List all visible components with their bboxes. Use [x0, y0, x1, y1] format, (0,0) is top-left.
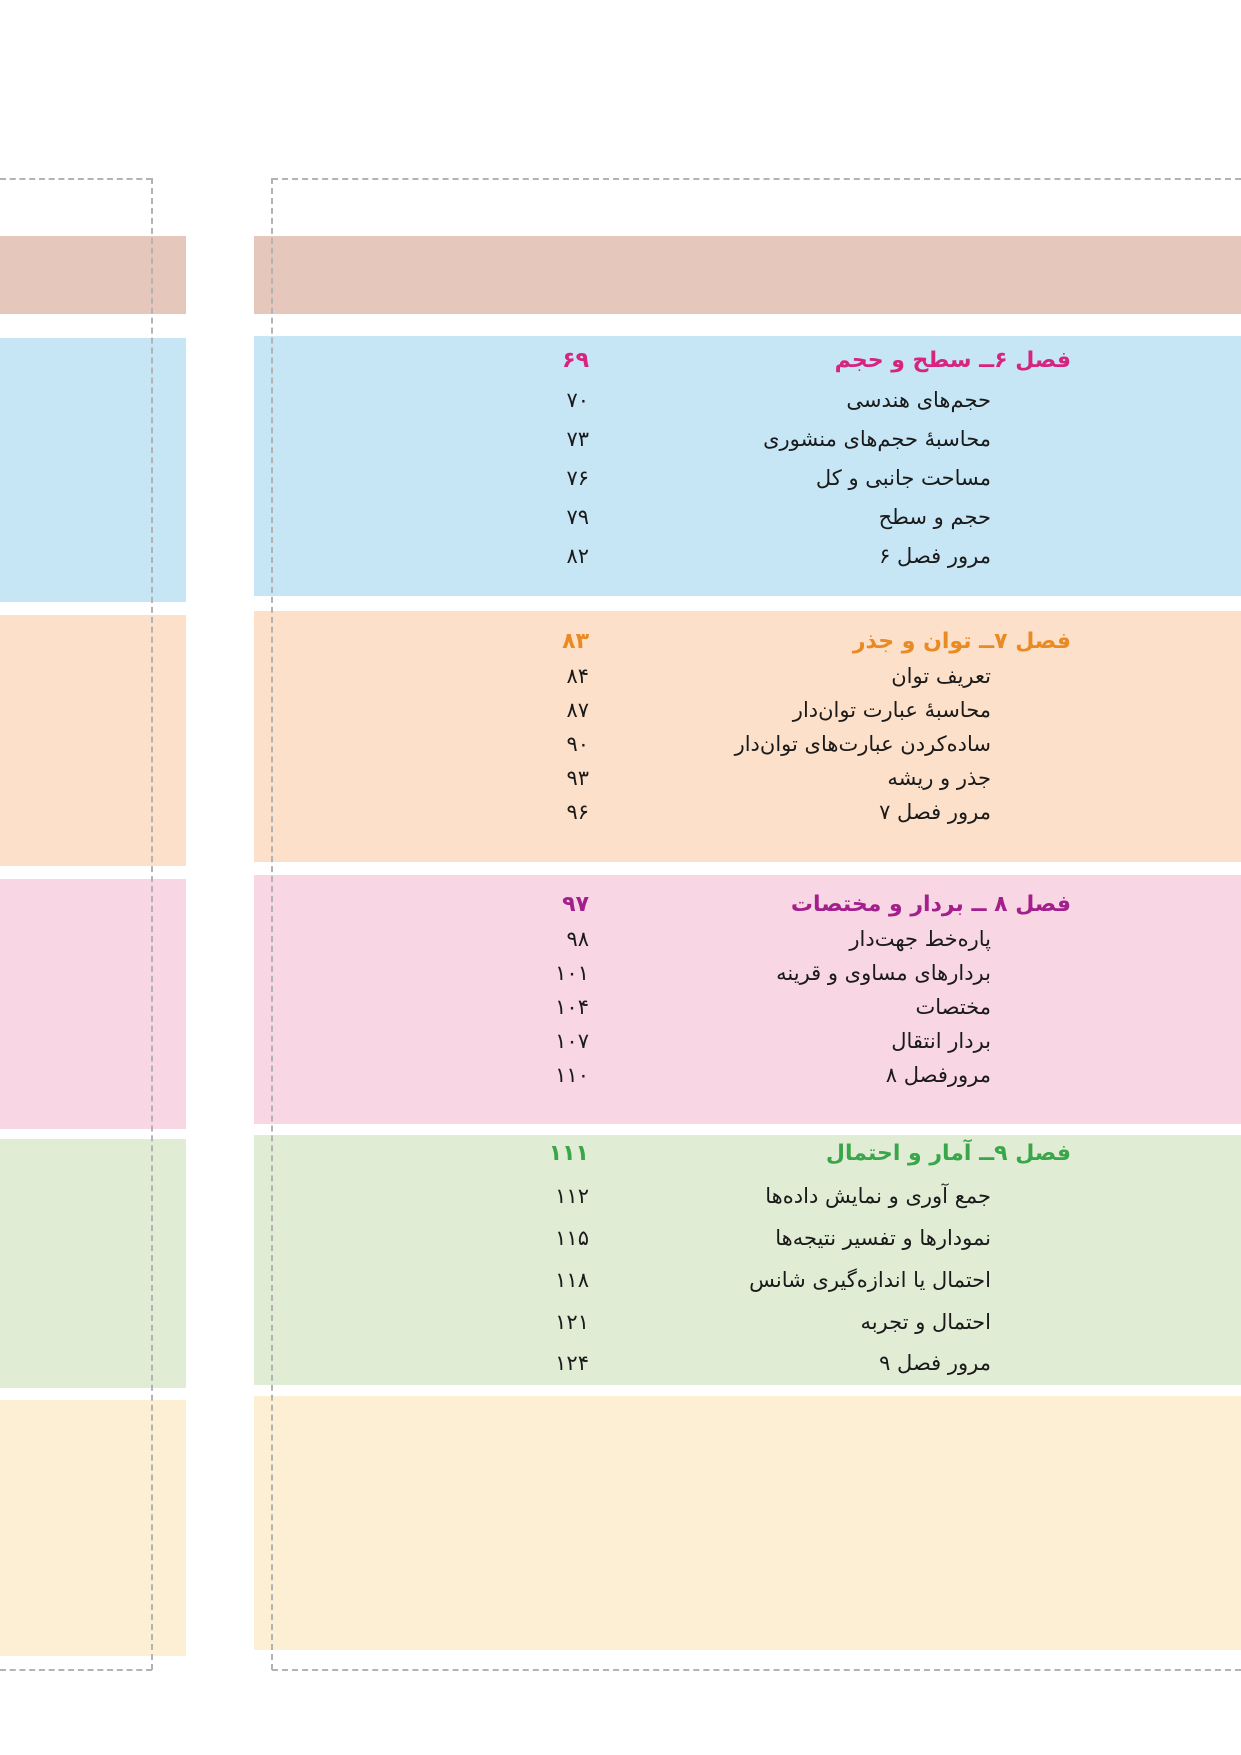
toc-item-label: احتمال و تجربه: [860, 1310, 991, 1334]
toc-item-label: حجم‌های هندسی: [846, 388, 991, 412]
left-band-ch9: [0, 1139, 186, 1388]
left-header-band: [0, 236, 186, 314]
toc-item-label: محاسبهٔ عبارت توان‌دار: [792, 698, 991, 722]
toc-row[interactable]: [254, 1226, 1241, 1262]
toc-item-page: ۹۳: [566, 766, 589, 790]
toc-row[interactable]: [254, 388, 1241, 424]
toc-item-label: مرورفصل ۸: [885, 1063, 991, 1087]
toc-item-page: ۷۶: [566, 466, 589, 490]
toc-item-label: مساحت جانبی و کل: [815, 466, 991, 490]
toc-item-label: مرور فصل ۷: [879, 800, 991, 824]
chapter-9-section: [254, 1135, 1241, 1385]
toc-row[interactable]: [254, 1268, 1241, 1304]
toc-item-page: ۱۱۲: [555, 1184, 589, 1208]
toc-row[interactable]: [254, 427, 1241, 463]
toc-item-page: ۱۱۸: [555, 1268, 589, 1292]
crop-guide-left: [151, 178, 153, 1670]
toc-item-label: بردار انتقال: [891, 1029, 991, 1053]
chapter-7-section: [254, 611, 1241, 862]
crop-guide-right: [271, 178, 273, 1670]
toc-item-page: ۱۲۱: [555, 1310, 589, 1334]
crop-guide-top-right: [272, 178, 1241, 180]
toc-item-label: جذر و ریشه: [887, 766, 991, 790]
toc-item-page: ۷۳: [566, 427, 589, 451]
toc-row[interactable]: [254, 505, 1241, 541]
toc-row[interactable]: [254, 1063, 1241, 1099]
toc-item-page: ۷۹: [566, 505, 589, 529]
toc-row[interactable]: [254, 1351, 1241, 1387]
toc-item-label: احتمال یا اندازه‌گیری شانس: [749, 1268, 991, 1292]
left-band-ch7: [0, 615, 186, 866]
chapter-title[interactable]: فصل ۸ ــ بردار و مختصات: [790, 892, 1071, 917]
toc-row[interactable]: [254, 800, 1241, 836]
chapter-page-number: ۱۱۱: [548, 1141, 589, 1166]
toc-item-label: مختصات: [915, 995, 991, 1019]
chapter-page-number: ۸۳: [562, 629, 589, 654]
toc-item-label: جمع آوری و نمایش داده‌ها: [765, 1184, 991, 1208]
crop-guide-top-left: [0, 178, 152, 180]
left-band-ch8: [0, 879, 186, 1129]
toc-row[interactable]: [254, 664, 1241, 700]
toc-row[interactable]: [254, 698, 1241, 734]
chapter-title[interactable]: فصل ۶ــ سطح و حجم: [834, 348, 1071, 373]
toc-item-label: ساده‌کردن عبارت‌های توان‌دار: [734, 732, 991, 756]
toc-row[interactable]: [254, 1310, 1241, 1346]
chapter-title[interactable]: فصل ۷ــ توان و جذر: [852, 629, 1071, 654]
toc-item-label: بردارهای مساوی و قرینه: [776, 961, 991, 985]
toc-item-label: نمودارها و تفسیر نتیجه‌ها: [775, 1226, 991, 1250]
toc-row[interactable]: [254, 1184, 1241, 1220]
left-band-ch6: [0, 338, 186, 602]
toc-row[interactable]: [254, 1029, 1241, 1065]
toc-item-page: ۱۲۴: [555, 1351, 589, 1375]
empty-section-band: [254, 1396, 1241, 1650]
toc-item-label: تعریف توان: [891, 664, 991, 688]
chapter-title-row: [254, 1141, 1241, 1177]
chapter-page-number: ۹۷: [562, 892, 589, 917]
toc-row[interactable]: [254, 544, 1241, 580]
chapter-page-number: ۶۹: [562, 348, 589, 373]
toc-row[interactable]: [254, 766, 1241, 802]
toc-item-label: پاره‌خط جهت‌دار: [849, 927, 991, 951]
chapter-title-row: [254, 348, 1241, 384]
toc-item-page: ۱۰۷: [555, 1029, 589, 1053]
toc-item-page: ۹۰: [566, 732, 589, 756]
toc-row[interactable]: [254, 927, 1241, 963]
toc-item-page: ۷۰: [566, 388, 589, 412]
toc-item-label: حجم و سطح: [878, 505, 991, 529]
chapter-title-row: [254, 892, 1241, 928]
left-band-last: [0, 1400, 186, 1656]
crop-guide-bottom-left: [0, 1669, 152, 1671]
toc-item-label: محاسبهٔ حجم‌های منشوری: [763, 427, 991, 451]
toc-item-page: ۸۴: [566, 664, 589, 688]
chapter-8-section: [254, 875, 1241, 1124]
chapter-title-row: [254, 629, 1241, 665]
toc-item-page: ۸۷: [566, 698, 589, 722]
chapter-title[interactable]: فصل ۹ــ آمار و احتمال: [825, 1141, 1071, 1166]
toc-row[interactable]: [254, 995, 1241, 1031]
chapter-6-section: [254, 336, 1241, 596]
toc-item-page: ۹۶: [566, 800, 589, 824]
toc-row[interactable]: [254, 732, 1241, 768]
toc-row[interactable]: [254, 961, 1241, 997]
toc-item-label: مرور فصل ۹: [879, 1351, 991, 1375]
header-band: [254, 236, 1241, 314]
toc-item-label: مرور فصل ۶: [879, 544, 991, 568]
toc-item-page: ۹۸: [566, 927, 589, 951]
toc-item-page: ۱۰۱: [555, 961, 589, 985]
crop-guide-bottom-right: [272, 1669, 1241, 1671]
toc-row[interactable]: [254, 466, 1241, 502]
toc-item-page: ۱۰۴: [555, 995, 589, 1019]
toc-item-page: ۱۱۵: [555, 1226, 589, 1250]
toc-item-page: ۱۱۰: [555, 1063, 589, 1087]
toc-item-page: ۸۲: [566, 544, 589, 568]
